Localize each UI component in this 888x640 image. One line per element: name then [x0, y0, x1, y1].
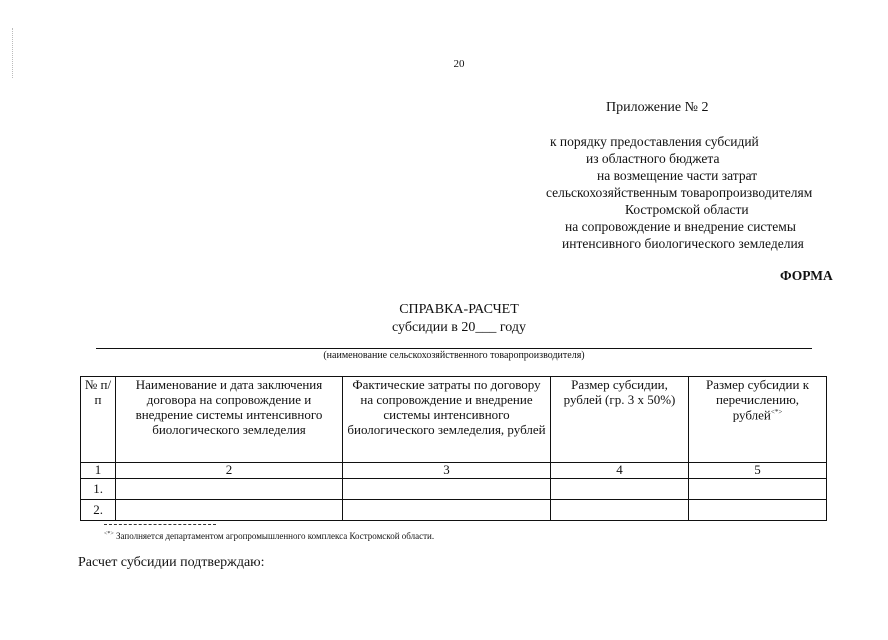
contract-cell[interactable]	[116, 500, 343, 521]
column-number: 1	[81, 463, 116, 479]
footnote	[104, 531, 434, 541]
table-row	[81, 500, 827, 521]
producer-name-caption: (наименование сельскохозяйственного товаропроизводителя)	[323, 350, 585, 361]
form-label: ФОРМА	[780, 268, 833, 283]
column-number: 4	[551, 463, 689, 479]
footnote-marker: <*>	[770, 407, 783, 416]
appendix-line: на сопровождение и внедрение системы	[565, 219, 796, 234]
producer-name-line	[96, 348, 812, 349]
subsidy-amount-cell[interactable]	[551, 500, 689, 521]
subsidy-calculation-table	[80, 376, 827, 521]
table-row	[81, 479, 827, 500]
appendix-line: сельскохозяйственным товаропроизводителям	[546, 185, 813, 200]
column-header-contract: Наименование и дата заключения договора на сопровождение и внедрение системы интенсивного биологического земледелия	[116, 377, 343, 463]
footnote-separator	[104, 524, 216, 525]
table-header-row	[81, 377, 827, 463]
scan-margin-marks	[12, 28, 16, 78]
column-header-subsidy-amount: Размер субсидии, рублей (гр. 3 x 50%)	[551, 377, 689, 463]
contract-cell[interactable]	[116, 479, 343, 500]
page-number: 20	[453, 58, 465, 70]
appendix-line: к порядку предоставления субсидий	[550, 134, 759, 149]
actual-costs-cell[interactable]	[343, 500, 551, 521]
appendix-line: из областного бюджета	[586, 151, 720, 166]
subsidy-transfer-cell[interactable]	[689, 479, 827, 500]
column-number-row	[81, 463, 827, 479]
row-number-cell: 1.	[81, 479, 116, 500]
document-subtitle: субсидии в 20___ году	[391, 320, 526, 335]
column-header-subsidy-transfer-text: Размер субсидии к перечислению, рублей	[705, 377, 810, 423]
column-header-subsidy-transfer	[689, 377, 827, 463]
subsidy-amount-cell[interactable]	[551, 479, 689, 500]
row-number-cell: 2.	[81, 500, 116, 521]
appendix-line: Костромской области	[625, 202, 749, 217]
column-header-actual-costs: Фактические затраты по договору на сопровождение и внедрение системы интенсивного биологического земледелия, рублей	[343, 377, 551, 463]
column-number: 5	[689, 463, 827, 479]
appendix-line: интенсивного биологического земледелия	[562, 236, 804, 251]
footnote-text: Заполняется департаментом агропромышленного комплекса Костромской области.	[116, 531, 435, 541]
column-number: 3	[343, 463, 551, 479]
column-header-number: № п/п	[81, 377, 116, 463]
column-number: 2	[116, 463, 343, 479]
subsidy-transfer-cell[interactable]	[689, 500, 827, 521]
appendix-line: на возмещение части затрат	[597, 168, 758, 183]
confirmation-line: Расчет субсидии подтверждаю:	[78, 555, 265, 570]
footnote-mark: <*>	[104, 531, 114, 537]
appendix-title: Приложение № 2	[606, 100, 709, 115]
actual-costs-cell[interactable]	[343, 479, 551, 500]
document-title: СПРАВКА-РАСЧЕТ	[399, 302, 519, 317]
